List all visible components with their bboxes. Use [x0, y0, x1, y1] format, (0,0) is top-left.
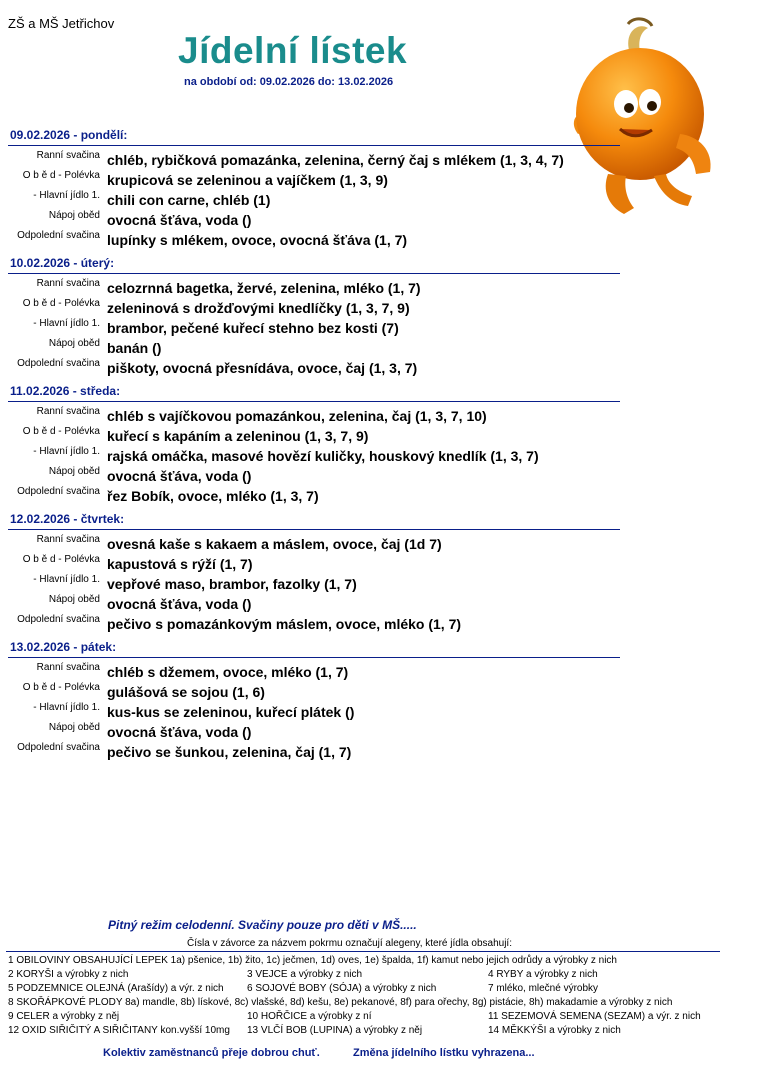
- row-food: banán (): [107, 340, 162, 356]
- day-heading: 11.02.2026 - středa:: [10, 384, 121, 398]
- day-divider: [8, 657, 620, 658]
- menu-row-odpoledni: [0, 358, 640, 378]
- row-food: kuřecí s kapáním a zeleninou (1, 3, 7, 9): [107, 428, 369, 444]
- allergen-item: 2 KORYŠI a výrobky z nich: [8, 969, 129, 980]
- menu-row-napoj: [0, 210, 640, 230]
- page-title: Jídelní lístek: [178, 30, 408, 71]
- row-food: celozrnná bagetka, žervé, zelenina, mléko (1, 7): [107, 280, 421, 296]
- row-label: O b ě d - Polévka: [22, 170, 100, 181]
- row-food: rajská omáčka, masové hovězí kuličky, houskový knedlík (1, 3, 7): [107, 448, 539, 464]
- menu-row-polevka: [0, 554, 640, 574]
- menu-row-polevka: [0, 426, 640, 446]
- allergen-item: 8 SKOŘÁPKOVÉ PLODY 8a) mandle, 8b) lískové, 8c) vlašské, 8d) kešu, 8e) pekanové, 8f) para ořechy, 8g) pistácie, 8h) makadamie a výrobky z nich: [8, 997, 673, 1008]
- row-label: Ranní svačina: [36, 278, 100, 289]
- menu-row-odpoledni: [0, 230, 640, 250]
- allergen-item: 4 RYBY a výrobky z nich: [488, 969, 598, 980]
- row-label: Nápoj oběd: [48, 594, 100, 605]
- row-label: Ranní svačina: [36, 406, 100, 417]
- row-food: ovocná šťáva, voda (): [107, 724, 252, 740]
- row-label: - Hlavní jídlo 1.: [33, 702, 100, 713]
- menu-row-ranni: [0, 662, 640, 682]
- row-food: chléb s vajíčkovou pomazánkou, zelenina, čaj (1, 3, 7, 10): [107, 408, 487, 424]
- row-label: O b ě d - Polévka: [22, 426, 100, 437]
- row-label: Odpolední svačina: [17, 614, 100, 625]
- row-food: brambor, pečené kuřecí stehno bez kosti (7): [107, 320, 399, 336]
- row-food: kapustová s rýží (1, 7): [107, 556, 253, 572]
- day-divider: [8, 401, 620, 402]
- menu-row-hlavni: [0, 446, 640, 466]
- row-label: Odpolední svačina: [17, 742, 100, 753]
- row-label: O b ě d - Polévka: [22, 682, 100, 693]
- menu-row-hlavni: [0, 318, 640, 338]
- allergen-item: 7 mléko, mlečné výrobky: [488, 983, 599, 994]
- school-name: ZŠ a MŠ Jetřichov: [8, 16, 115, 31]
- row-food: kus-kus se zeleninou, kuřecí plátek (): [107, 704, 355, 720]
- day-heading: 09.02.2026 - pondělí:: [10, 128, 128, 142]
- row-food: pečivo s pomazánkovým máslem, ovoce, mléko (1, 7): [107, 616, 462, 632]
- menu-row-polevka: [0, 170, 640, 190]
- row-label: Odpolední svačina: [17, 358, 100, 369]
- row-food: piškoty, ovocná přesnídáva, ovoce, čaj (1, 3, 7): [107, 360, 418, 376]
- row-food: vepřové maso, brambor, fazolky (1, 7): [107, 576, 357, 592]
- menu-row-odpoledni: [0, 614, 640, 634]
- allergen-item: 13 VLČÍ BOB (LUPINA) a výrobky z něj: [247, 1025, 423, 1036]
- menu-row-hlavni: [0, 190, 640, 210]
- day-divider: [8, 145, 620, 146]
- row-label: Nápoj oběd: [48, 466, 100, 477]
- row-food: krupicová se zeleninou a vajíčkem (1, 3, 9): [107, 172, 388, 188]
- row-food: ovocná šťáva, voda (): [107, 468, 252, 484]
- row-food: ovocná šťáva, voda (): [107, 212, 252, 228]
- row-food: ovesná kaše s kakaem a máslem, ovoce, čaj (1d 7): [107, 536, 442, 552]
- menu-row-odpoledni: [0, 742, 640, 762]
- row-label: - Hlavní jídlo 1.: [33, 446, 100, 457]
- footer-disclaimer: Změna jídelního lístku vyhrazena...: [353, 1047, 535, 1059]
- menu-row-polevka: [0, 682, 640, 702]
- allergen-item: 10 HOŘČICE a výrobky z ní: [247, 1011, 372, 1022]
- day-divider: [8, 529, 620, 530]
- allergen-item: 6 SOJOVÉ BOBY (SÓJA) a výrobky z nich: [247, 983, 437, 994]
- row-food: chili con carne, chléb (1): [107, 192, 271, 208]
- menu-row-odpoledni: [0, 486, 640, 506]
- row-label: O b ě d - Polévka: [22, 554, 100, 565]
- day-heading: 13.02.2026 - pátek:: [10, 640, 117, 654]
- row-label: Ranní svačina: [36, 662, 100, 673]
- row-label: Ranní svačina: [36, 534, 100, 545]
- row-label: O b ě d - Polévka: [22, 298, 100, 309]
- allergen-item: 5 PODZEMNICE OLEJNÁ (Arašídy) a výr. z nich: [8, 983, 224, 994]
- period-range: na období od: 09.02.2026 do: 13.02.2026: [184, 76, 394, 88]
- allergen-item: 1 OBILOVINY OBSAHUJÍCÍ LEPEK 1a) pšenice, 1b) žito, 1c) ječmen, 1d) oves, 1e) špalda, 1f) kamut nebo jejich odrůdy a výrobky z nich: [8, 955, 617, 966]
- menu-row-ranni: [0, 534, 640, 554]
- row-food: gulášová se sojou (1, 6): [107, 684, 265, 700]
- row-food: lupínky s mlékem, ovoce, ovocná šťáva (1, 7): [107, 232, 408, 248]
- allergen-item: 14 MĚKKÝŠI a výrobky z nich: [488, 1025, 621, 1036]
- menu-row-napoj: [0, 466, 640, 486]
- menu-row-ranni: [0, 278, 640, 298]
- row-food: řez Bobík, ovoce, mléko (1, 3, 7): [107, 488, 319, 504]
- row-label: Nápoj oběd: [48, 722, 100, 733]
- row-label: Odpolední svačina: [17, 230, 100, 241]
- menu-row-napoj: [0, 722, 640, 742]
- menu-row-hlavni: [0, 702, 640, 722]
- row-label: - Hlavní jídlo 1.: [33, 318, 100, 329]
- allergen-item: 3 VEJCE a výrobky z nich: [247, 969, 363, 980]
- allergen-divider: [6, 951, 720, 952]
- row-label: Nápoj oběd: [48, 210, 100, 221]
- drinking-note: Pitný režim celodenní. Svačiny pouze pro děti v MŠ.....: [108, 918, 417, 932]
- row-food: ovocná šťáva, voda (): [107, 596, 252, 612]
- row-food: zeleninová s drožďovými knedlíčky (1, 3, 7, 9): [107, 300, 410, 316]
- menu-row-napoj: [0, 338, 640, 358]
- day-divider: [8, 273, 620, 274]
- day-heading: 12.02.2026 - čtvrtek:: [10, 512, 125, 526]
- day-heading: 10.02.2026 - úterý:: [10, 256, 115, 270]
- row-food: chléb s džemem, ovoce, mléko (1, 7): [107, 664, 349, 680]
- footer-greeting: Kolektiv zaměstnanců přeje dobrou chuť.: [103, 1047, 320, 1059]
- row-label: Odpolední svačina: [17, 486, 100, 497]
- menu-row-napoj: [0, 594, 640, 614]
- allergen-intro: Čísla v závorce za názvem pokrmu označují alegeny, které jídla obsahují:: [187, 938, 512, 949]
- menu-row-ranni: [0, 406, 640, 426]
- row-label: - Hlavní jídlo 1.: [33, 190, 100, 201]
- menu-row-polevka: [0, 298, 640, 318]
- row-label: Ranní svačina: [36, 150, 100, 161]
- row-food: pečivo se šunkou, zelenina, čaj (1, 7): [107, 744, 352, 760]
- allergen-item: 12 OXID SIŘIČITÝ A SIŘIČITANY kon.vyšší 10mg: [8, 1025, 230, 1036]
- allergen-item: 11 SEZEMOVÁ SEMENA (SEZAM) a výr. z nich: [488, 1011, 701, 1022]
- row-food: chléb, rybičková pomazánka, zelenina, černý čaj s mlékem (1, 3, 4, 7): [107, 152, 564, 168]
- allergen-item: 9 CELER a výrobky z něj: [8, 1011, 120, 1022]
- row-label: - Hlavní jídlo 1.: [33, 574, 100, 585]
- menu-row-ranni: [0, 150, 640, 170]
- menu-row-hlavni: [0, 574, 640, 594]
- row-label: Nápoj oběd: [48, 338, 100, 349]
